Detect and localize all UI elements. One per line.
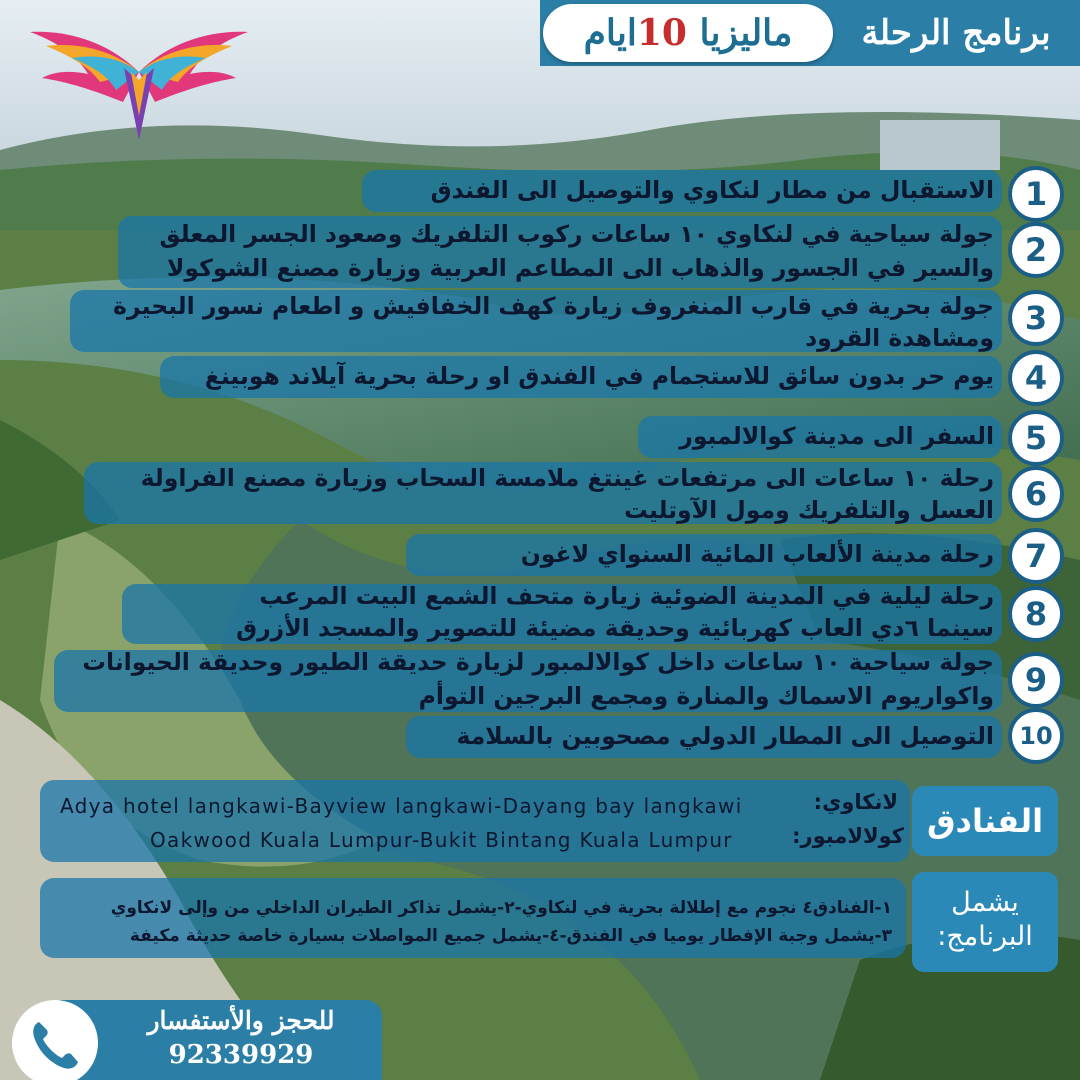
day-number-badge: 7 xyxy=(1008,528,1064,584)
hotels-kl-list: Oakwood Kuala Lumpur-Bukit Bintang Kuala Lumpur xyxy=(150,828,733,852)
day-number-badge: 5 xyxy=(1008,410,1064,466)
includes-line-2: ٣-يشمل وجبة الإفطار يوميا في الفندق-٤-يشمل جميع المواصلات بسيارة خاصة حديثة مكيفة xyxy=(129,926,892,946)
itinerary-day-10-line-1: التوصيل الى المطار الدولي مصحوبين بالسلامة xyxy=(456,722,994,750)
itinerary-day-3-line-2: ومشاهدة القرود xyxy=(805,324,994,352)
hotels-label: الفنادق xyxy=(912,786,1058,856)
day-number-badge: 8 xyxy=(1008,586,1064,642)
itinerary-day-8-line-1: رحلة ليلية في المدينة الضوئية زيارة متحف الشمع البيت المرعب xyxy=(259,582,994,610)
day-number-badge: 2 xyxy=(1008,222,1064,278)
itinerary-day-9-line-2: واكواريوم الاسماك والمنارة ومجمع البرجين التوأم xyxy=(418,682,994,710)
header-destination xyxy=(543,4,833,62)
hotels-langkawi-list: Adya hotel langkawi-Bayview langkawi-Dayang bay langkawi xyxy=(60,794,743,818)
hotels-kl-tag: كولالامبور: xyxy=(792,824,904,848)
includes-panel xyxy=(40,878,906,958)
itinerary-day-2-line-2: والسير في الجسور والذهاب الى المطاعم العربية وزيارة مصنع الشوكولا xyxy=(166,254,994,282)
phone-handset-icon xyxy=(12,1000,98,1086)
day-number-badge: 6 xyxy=(1008,466,1064,522)
day-number-badge: 9 xyxy=(1008,652,1064,708)
itinerary-day-6-line-2: العسل والتلفريك ومول الآوتليت xyxy=(624,496,994,524)
phoenix-wings-logo xyxy=(28,12,250,142)
day-number-badge: 1 xyxy=(1008,166,1064,222)
days-word: ايام xyxy=(583,12,637,54)
days-number: 10 xyxy=(636,12,687,54)
itinerary-day-4-line-1: يوم حر بدون سائق للاستجمام في الفندق او رحلة بحرية آيلاند هوبينغ xyxy=(204,362,994,390)
header-title: برنامج الرحلة xyxy=(861,13,1051,53)
includes-label-line-1: يشمل xyxy=(951,887,1019,918)
hotels-langkawi-tag: لانكاوي: xyxy=(813,790,898,814)
day-number-badge: 10 xyxy=(1008,708,1064,764)
includes-label-line-2: البرنامج: xyxy=(937,921,1033,952)
destination-name: ماليزيا xyxy=(699,12,793,54)
includes-line-1: ١-الفنادق٤ نجوم مع إطلالة بحرية في لنكاوي-٢-يشمل تذاكر الطيران الداخلي من وإلى لانكاوي xyxy=(110,898,892,918)
itinerary-day-7-line-1: رحلة مدينة الألعاب المائية السنواي لاغون xyxy=(520,540,994,568)
itinerary-day-8-line-2: سينما ٦دي العاب كهربائية وحديقة مضيئة للتصوير والمسجد الأزرق xyxy=(236,614,994,642)
itinerary-day-1-line-1: الاستقبال من مطار لنكاوي والتوصيل الى الفندق xyxy=(430,176,994,204)
includes-label xyxy=(912,872,1058,972)
itinerary-day-5-line-1: السفر الى مدينة كوالالمبور xyxy=(679,422,994,450)
contact-phone-number[interactable]: 92339929 xyxy=(168,1040,314,1070)
contact-title: للحجز والأستفسار xyxy=(147,1006,335,1035)
itinerary-day-3-line-1: جولة بحرية في قارب المنغروف زيارة كهف الخفافيش و اطعام نسور البحيرة xyxy=(113,292,994,320)
itinerary-day-6-line-1: رحلة ١٠ ساعات الى مرتفعات غينتغ ملامسة السحاب وزيارة مصنع الفراولة xyxy=(140,464,994,492)
phone-badge[interactable] xyxy=(12,1000,98,1086)
day-number-badge: 4 xyxy=(1008,350,1064,406)
itinerary-day-9-line-1: جولة سياحية ١٠ ساعات داخل كوالالمبور لزيارة حديقة الطيور وحديقة الحيوانات xyxy=(82,648,994,676)
day-number-badge: 3 xyxy=(1008,290,1064,346)
itinerary-day-2-line-1: جولة سياحية في لنكاوي ١٠ ساعات ركوب التلفريك وصعود الجسر المعلق xyxy=(159,220,994,248)
